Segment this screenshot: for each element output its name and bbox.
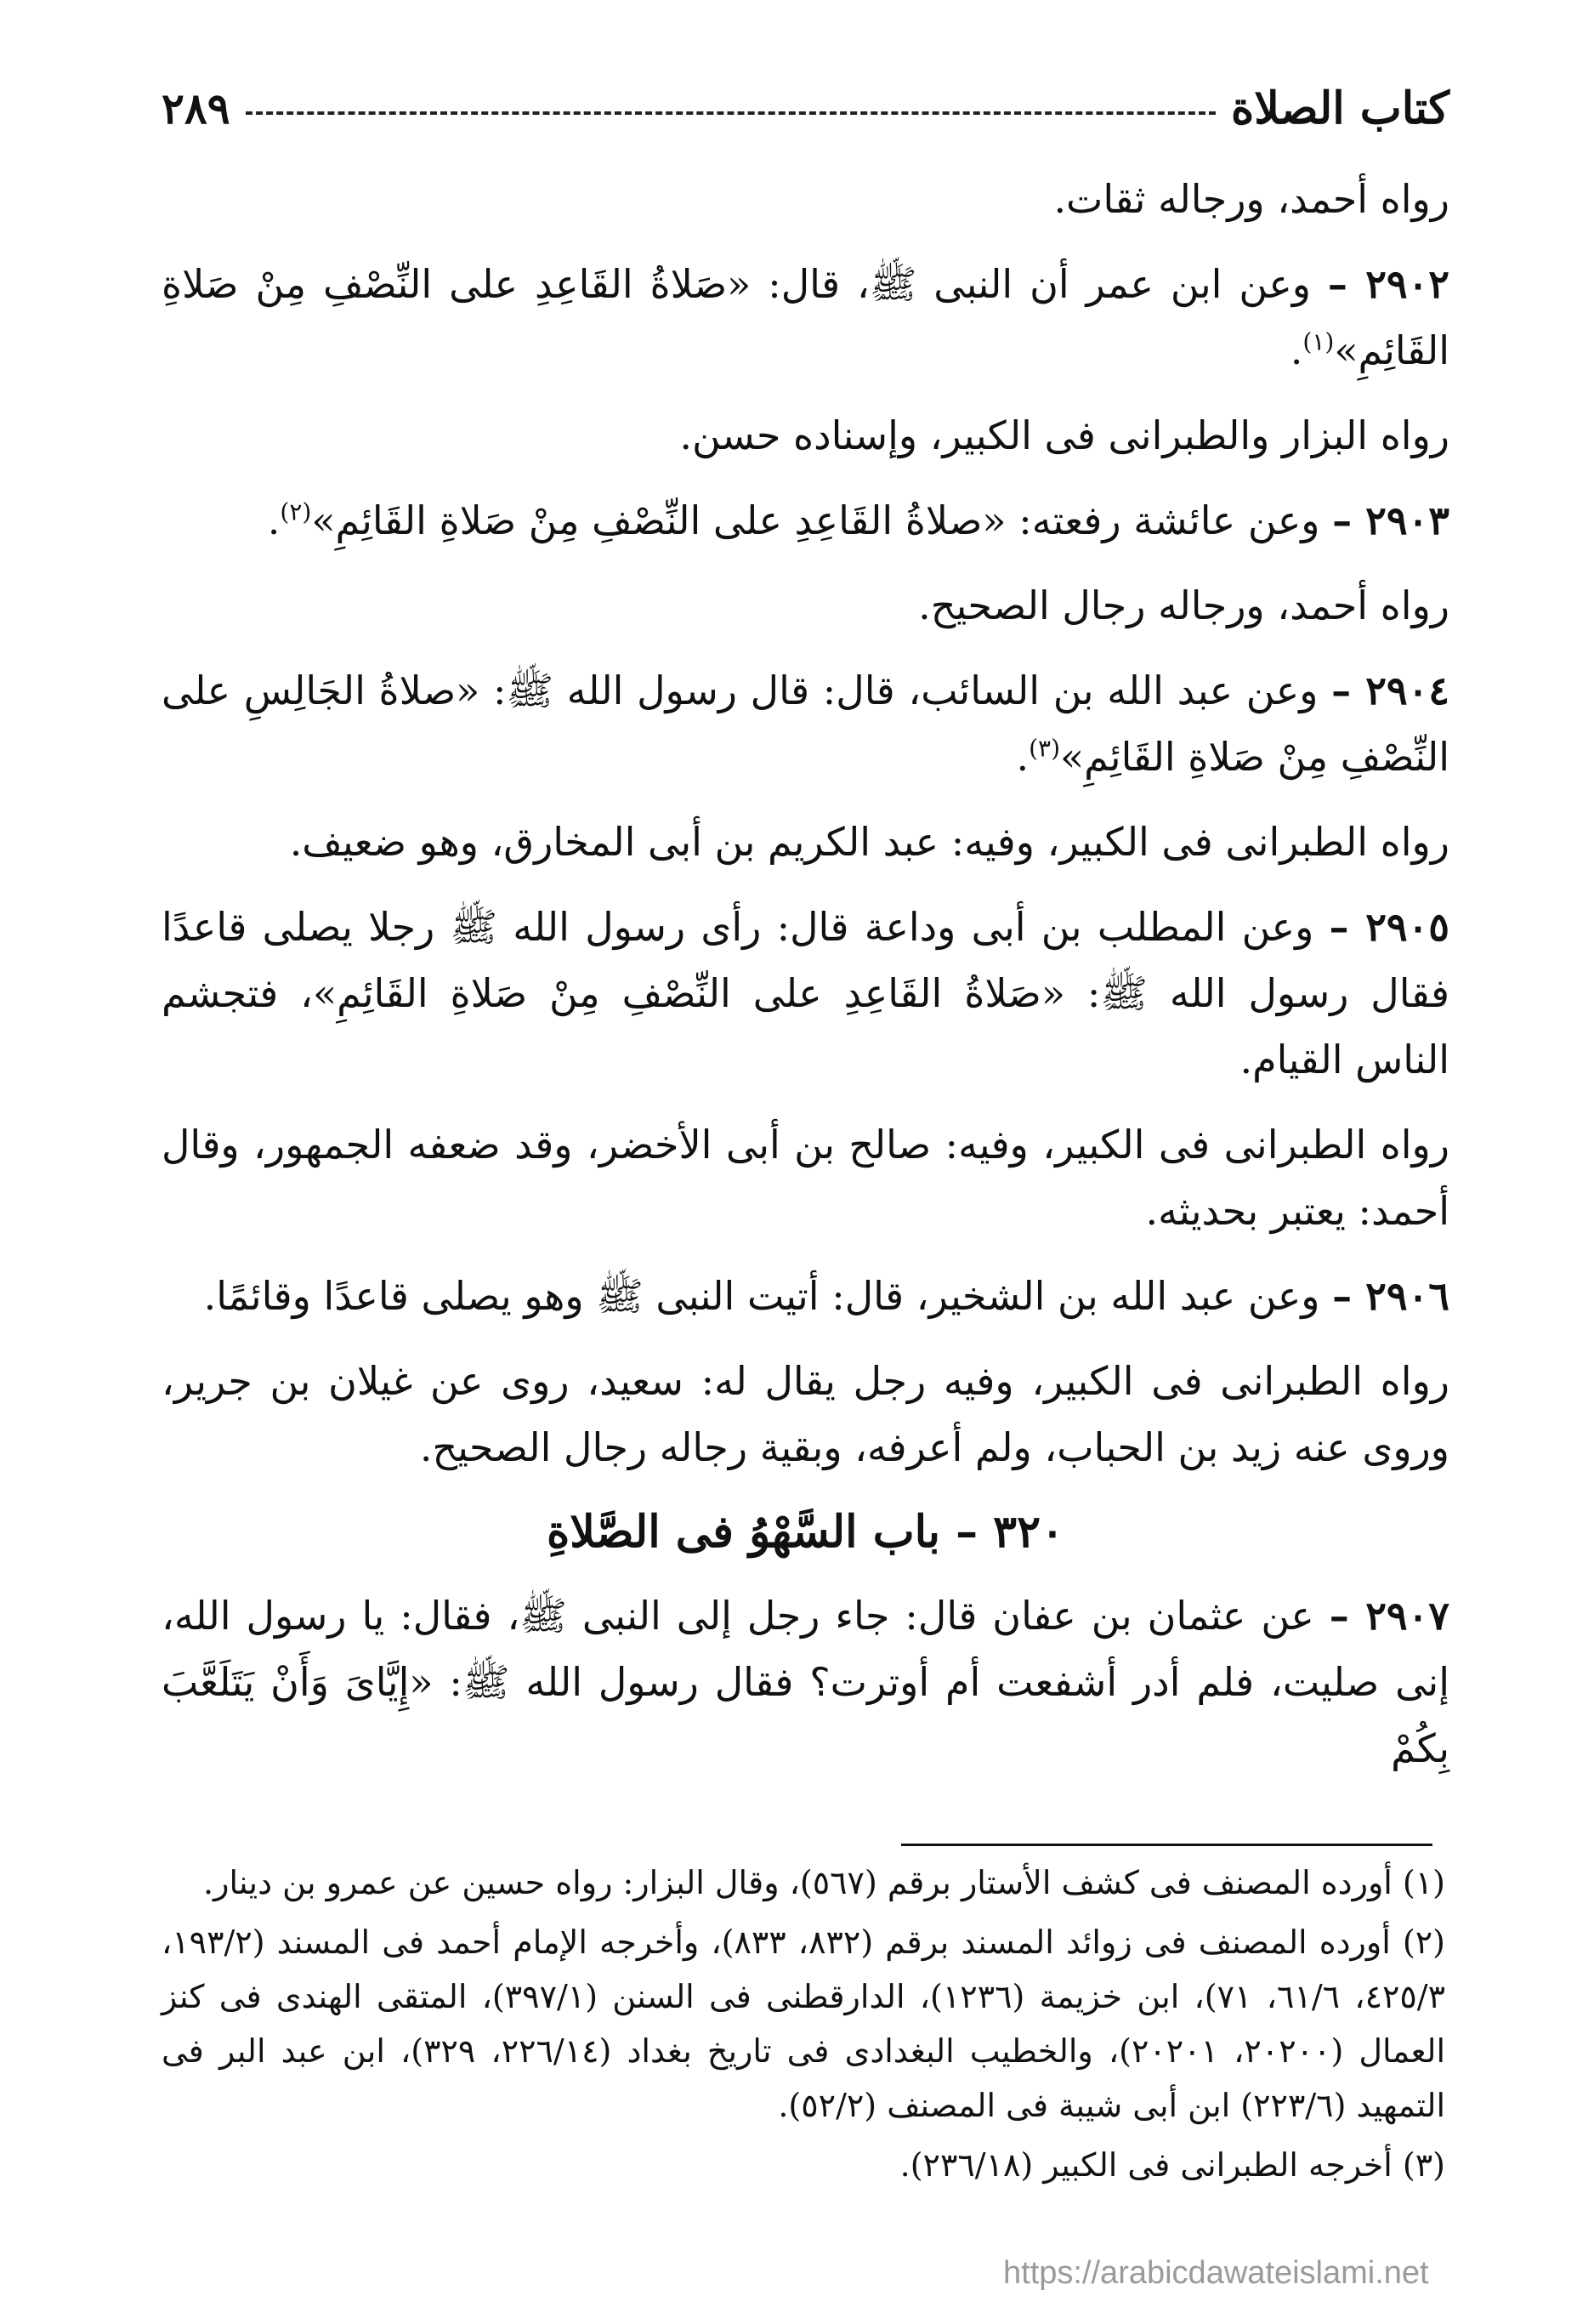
hadith-text: عن عثمان بن عفان قال: جاء رجل إلى النبى ﷺ، فقال: يا رسول الله، إنى صليت، فلم أدر أشفعت أم أوترت؟ فقال رسول الله ﷺ: «إِيَّاىَ وَأَنْ يَتَلَعَّبَ بِكُمْ [162,1593,1449,1771]
hadith-paragraph [162,1582,1449,1781]
paragraph-end: . [1016,734,1030,780]
hadith-text: وعن ابن عمر أن النبى ﷺ، قال: «صَلاةُ القَاعِدِ على النِّصْفِ مِنْ صَلاةِ القَائِمِ» [162,261,1449,373]
paragraph [162,1111,1449,1244]
hadith-paragraph [162,894,1449,1093]
running-header [162,78,1449,138]
paragraph-text: رواه الطبرانى فى الكبير، وفيه رجل يقال له: سعيد، روى عن غيلان بن جرير، وروى عنه زيد بن الحباب، ولم أعرفه، وبقية رجاله رجال الصحيح. [162,1358,1449,1470]
hadith-number: ٢٩٠٣ – [1332,497,1449,543]
footnote-ref: (١) [1302,327,1335,356]
header-divider [246,111,1216,115]
paragraph-end: . [267,497,281,543]
book-title: كتاب الصلاة [1230,82,1449,134]
hadith-text: وعن عبد الله بن السائب، قال: قال رسول الله ﷺ: «صلاةُ الجَالِسِ على النِّصْفِ مِنْ صَلاةِ القَائِمِ» [162,668,1449,780]
watermark-url: https://arabicdawateislami.net [1003,2255,1429,2291]
paragraph [162,1348,1449,1480]
footnote-ref: (٢) [280,497,312,526]
footnote-ref: (٣) [1029,734,1061,763]
page-number: ٢٨٩ [162,82,230,134]
hadith-paragraph [162,251,1449,384]
paragraph-text: رواه البزار والطبرانى فى الكبير، وإسناده حسن. [679,412,1449,458]
paragraph [162,166,1449,232]
paragraph-text: رواه أحمد، ورجاله رجال الصحيح. [918,582,1449,628]
paragraph [162,572,1449,639]
hadith-number: ٢٩٠٧ – [1329,1593,1450,1639]
hadith-paragraph [162,657,1449,790]
footnote: (١) أورده المصنف فى كشف الأستار برقم (٥٦٧)، وقال البزار: رواه حسين عن عمرو بن دينار. [203,1864,1445,1901]
hadith-number: ٢٩٠٤ – [1331,668,1450,713]
footnote-separator [901,1844,1432,1846]
hadith-number: ٢٩٠٢ – [1327,261,1450,307]
paragraph-end: . [1290,327,1303,373]
paragraph [162,809,1449,875]
chapter-heading: ٣٢٠ – باب السَّهْوُ فى الصَّلاةِ [547,1506,1064,1558]
hadith-paragraph [162,487,1449,554]
hadith-number: ٢٩٠٥ – [1329,904,1450,950]
hadith-text: وعن عائشة رفعته: «صلاةُ القَاعِدِ على النِّصْفِ مِنْ صَلاةِ القَائِمِ» [311,497,1320,543]
hadith-paragraph [162,1263,1449,1329]
paragraph-text: رواه الطبرانى فى الكبير، وفيه: صالح بن أبى الأخضر، وقد ضعفه الجمهور، وقال أحمد: يعتبر بحديثه. [162,1122,1449,1234]
footnotes [162,1855,1445,2197]
paragraph-text: رواه أحمد، ورجاله ثقات. [1053,176,1449,222]
hadith-text: وعن عبد الله بن الشخير، قال: أتيت النبى ﷺ وهو يصلى قاعدًا وقائمًا. [203,1273,1320,1319]
footnote: (٢) أورده المصنف فى زوائد المسند برقم (٨٣٢، ٨٣٣)، وأخرجه الإمام أحمد فى المسند (١٩٣/٢، ٤٢٥/٣، ٦١/٦، ٧١)، ابن خزيمة (١٢٣٦)، الدارقطنى فى السنن (٣٩٧/١)، المتقى الهندى فى كنز العمال (٢٠٢٠٠، ٢٠٢٠١)، والخطيب البغدادى فى تاريخ بغداد (٢٢٦/١٤، ٣٢٩)، ابن عبد البر فى التمهيد (٢٢٣/٦) ابن أبى شيبة فى المصنف (٥٢/٢). [162,1923,1446,2124]
hadith-text: وعن المطلب بن أبى وداعة قال: رأى رسول الله ﷺ رجلا يصلى قاعدًا فقال رسول الله ﷺ: «صَلاةُ القَاعِدِ على النِّصْفِ مِنْ صَلاةِ القَائِمِ»، فتجشم الناس القيام. [162,904,1449,1082]
hadith-number: ٢٩٠٦ – [1332,1273,1449,1319]
paragraph [162,402,1449,469]
footnote: (٣) أخرجه الطبرانى فى الكبير (٢٣٦/١٨). [899,2146,1445,2184]
main-text [162,166,1449,1800]
paragraph-text: رواه الطبرانى فى الكبير، وفيه: عبد الكريم بن أبى المخارق، وهو ضعيف. [289,819,1449,865]
